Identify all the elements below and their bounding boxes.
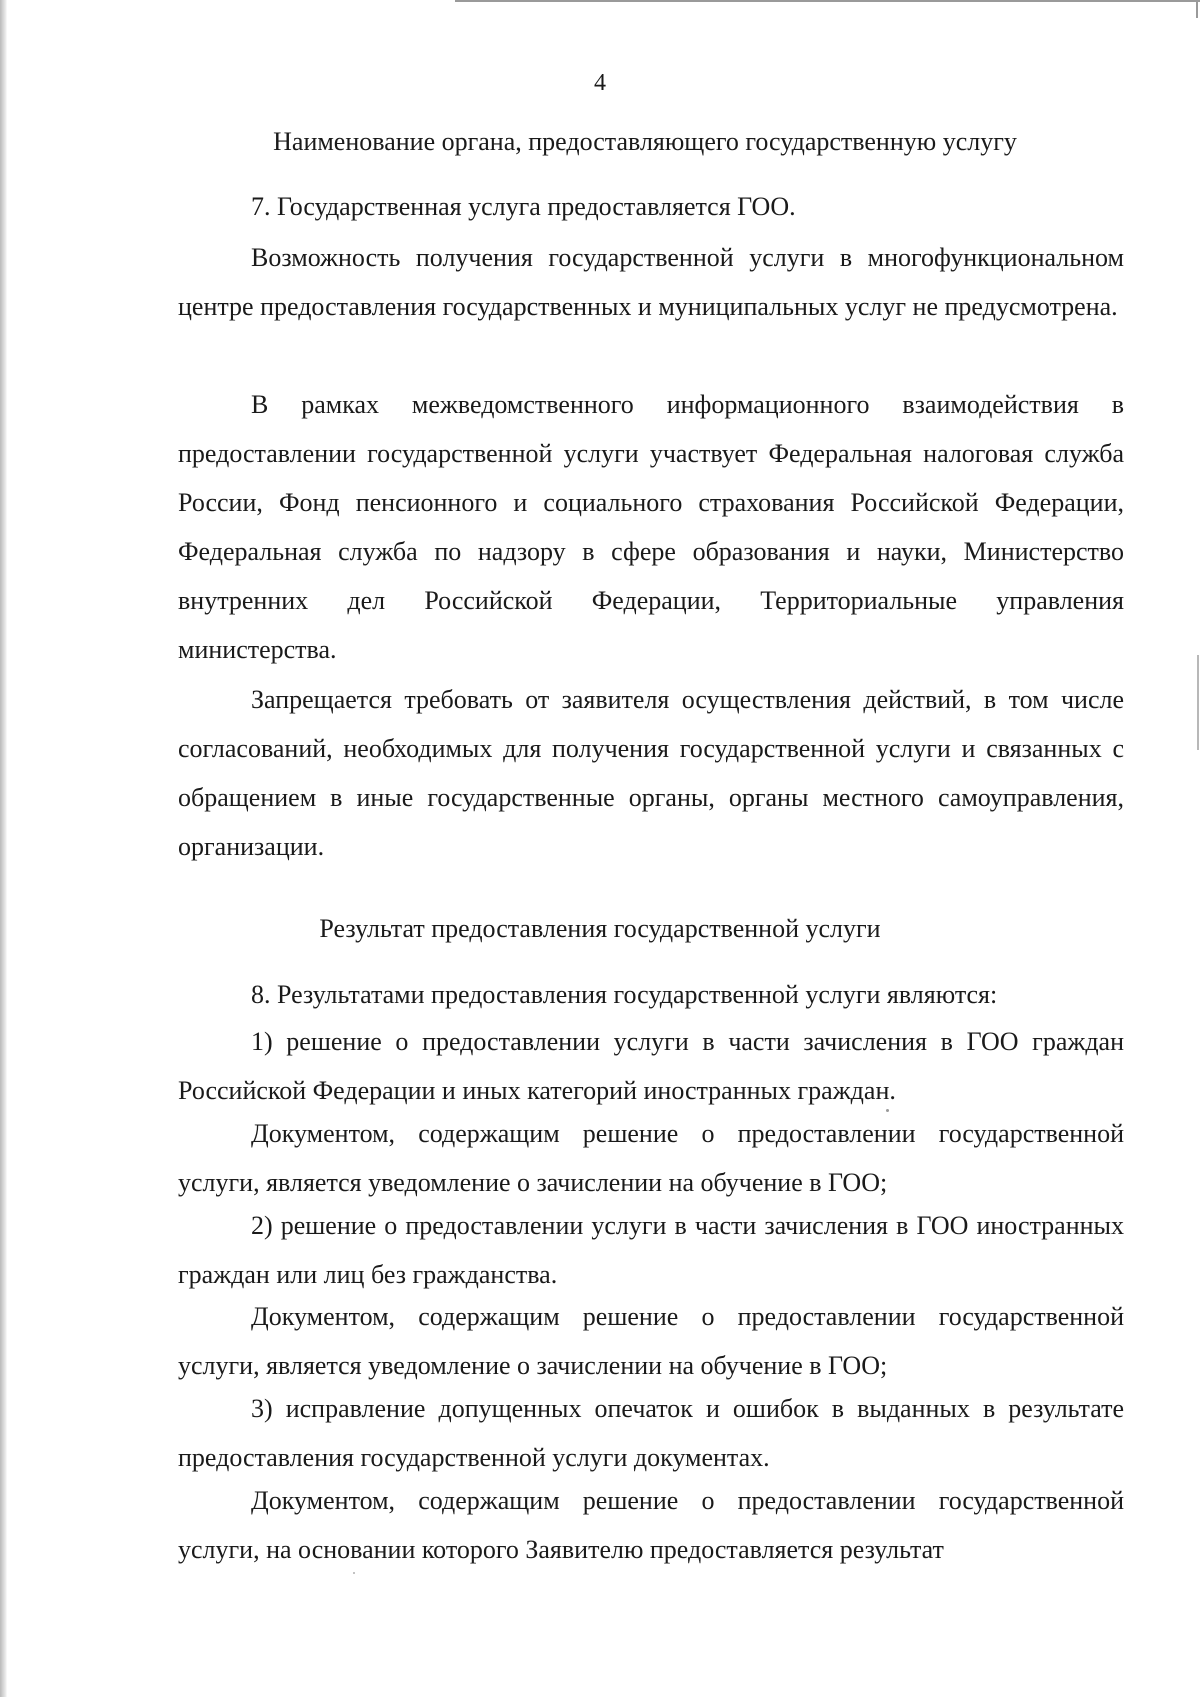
- list-item-2: 2) решение о предоставлении услуги в части зачисления в ГОО иностранных граждан или лиц без гражданства.: [178, 1211, 1124, 1289]
- section-heading: Результат предоставления государственной услуги: [319, 914, 881, 943]
- paragraph-interagency: В рамках межведомственного информационного взаимодействия в предоставлении государственной услуги участвует Федеральная налоговая служба России, Фонд пенсионного и социального страхования Российской Федерации, Федеральная служба по надзору в сфере образования и науки, Министерство внутренних дел Российской Федерации, Территориальные управления министерства.: [178, 390, 1124, 664]
- paragraph-document-2: Документом, содержащим решение о предоставлении государственной услуги, является уведомление о зачислении на обучение в ГОО;: [178, 1302, 1124, 1380]
- scan-mark-right: [1197, 655, 1199, 750]
- paragraph-prohibition: Запрещается требовать от заявителя осуществления действий, в том числе согласований, необходимых для получения государственной услуги и связанных с обращением в иные государственные органы, органы местного самоуправления, организации.: [178, 685, 1124, 861]
- section-heading: Наименование органа, предоставляющего государственную услугу: [273, 127, 1017, 156]
- page-number: 4: [594, 70, 606, 96]
- list-item-3: 3) исправление допущенных опечаток и ошибок в выданных в результате предоставления государственной услуги документах.: [178, 1394, 1124, 1472]
- paragraph-document-3: Документом, содержащим решение о предоставлении государственной услуги, на основании которого Заявителю предоставляется результат: [178, 1486, 1124, 1564]
- paragraph-mfc: Возможность получения государственной услуги в многофункциональном центре предоставления государственных и муниципальных услуг не предусмотрена.: [178, 243, 1124, 321]
- list-item-1: 1) решение о предоставлении услуги в части зачисления в ГОО граждан Российской Федерации и иных категорий иностранных граждан.: [178, 1027, 1124, 1105]
- scan-line-top: [455, 0, 1200, 2]
- scan-mark-right: [1196, 0, 1198, 18]
- paragraph-7: 7. Государственная услуга предоставляется ГОО.: [251, 192, 796, 221]
- scan-edge-left: [0, 0, 7, 1697]
- paragraph-document-1: Документом, содержащим решение о предоставлении государственной услуги, является уведомление о зачислении на обучение в ГОО;: [178, 1119, 1124, 1197]
- paragraph-8: 8. Результатами предоставления государственной услуги являются:: [251, 980, 998, 1009]
